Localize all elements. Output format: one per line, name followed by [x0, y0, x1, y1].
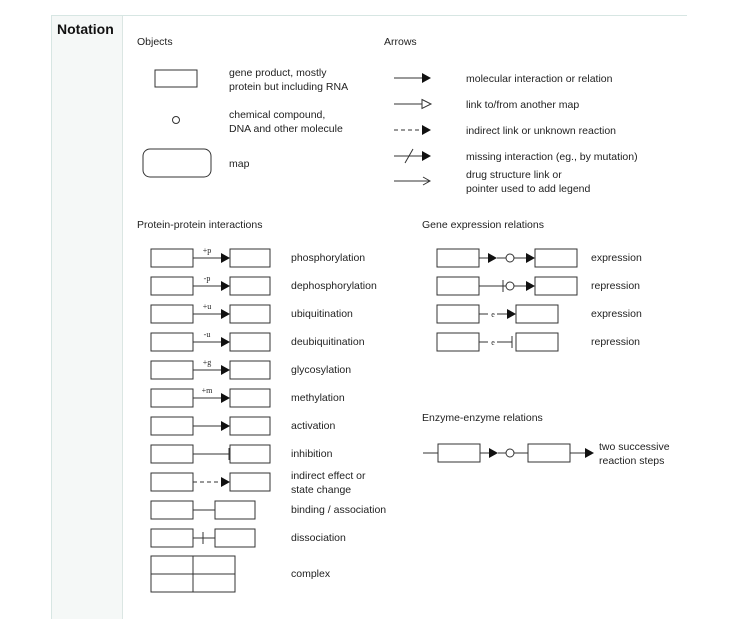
ppi-rows: [151, 249, 270, 592]
tag-5: +m: [201, 386, 213, 395]
tag-4: +g: [202, 358, 212, 367]
ppi-label-complex: complex: [291, 568, 331, 580]
modification-tags: [202, 246, 496, 395]
gene-label-expression-indirect: expression: [591, 308, 642, 320]
open-arrow-icon: [394, 100, 431, 109]
ppi-label-binding: binding / association: [291, 504, 387, 516]
arrow-label-drug: drug structure link or pointer used to add legend: [466, 169, 591, 195]
ppi-label-indirect-effect: indirect effect or state change: [291, 470, 366, 496]
ppi-row-indirect-effect-or: [151, 473, 270, 491]
ppi-row-dissociation: [151, 529, 255, 547]
arrow-label-missing: missing interaction (eg., by mutation): [466, 151, 638, 163]
objects-heading: Objects: [137, 36, 173, 48]
ppi-label-glycosylation: glycosylation: [291, 364, 352, 376]
arrow-label-link: link to/from another map: [466, 99, 580, 111]
line-arrow-icon: [394, 177, 430, 185]
tag-2: +u: [202, 302, 212, 311]
crossed-arrow-icon: [394, 149, 431, 163]
gene-row-2: [437, 305, 558, 323]
notation-title: Notation: [57, 21, 114, 37]
ppi-row-dephosphorylation: [151, 277, 270, 295]
ppi-label-deubiquitination: deubiquitination: [291, 336, 365, 348]
gene-tag-2: e: [491, 310, 495, 319]
object-label-compound: chemical compound, DNA and other molecule: [229, 109, 343, 135]
ppi-row-activation: [151, 417, 270, 435]
ppi-row-inhibition: [151, 445, 270, 463]
enzyme-label-two-steps: two successive reaction steps: [599, 441, 670, 467]
ppi-row-deubiquitination: [151, 333, 270, 351]
gene-expression-heading: Gene expression relations: [422, 219, 544, 231]
enzyme-enzyme-diagram: [423, 444, 594, 462]
gene-row-3: [437, 333, 558, 351]
tag-3: -u: [203, 330, 211, 339]
gene-label-repression: repression: [591, 280, 641, 292]
ppi-label-dephosphorylation: dephosphorylation: [291, 280, 377, 292]
ppi-label-phosphorylation: phosphorylation: [291, 252, 366, 264]
object-label-map: map: [229, 158, 250, 170]
object-label-gene-product: gene product, mostly protein but including RNA: [229, 67, 349, 93]
ppi-label-inhibition: inhibition: [291, 448, 333, 460]
solid-arrow-icon: [394, 73, 431, 83]
arrows-heading: Arrows: [384, 36, 417, 48]
ppi-label-dissociation: dissociation: [291, 532, 346, 544]
dashed-arrow-icon: [394, 125, 431, 135]
enzyme-heading: Enzyme-enzyme relations: [422, 412, 543, 424]
arrow-label-molecular: molecular interaction or relation: [466, 73, 613, 85]
ppi-label-activation: activation: [291, 420, 336, 432]
ppi-row-complex: [151, 556, 235, 592]
gene-row-1: [437, 277, 577, 295]
gene-row-0: [437, 249, 577, 267]
ppi-row-binding-association: [151, 501, 255, 519]
gene-label-repression-indirect: repression: [591, 336, 641, 348]
gene-label-expression: expression: [591, 252, 642, 264]
tag-1: -p: [203, 274, 211, 283]
ppi-heading: Protein-protein interactions: [137, 219, 263, 231]
gene-product-shape: [155, 70, 197, 87]
map-shape: [143, 149, 211, 177]
arrow-label-indirect: indirect link or unknown reaction: [466, 125, 616, 137]
gene-tag-3: e: [491, 338, 495, 347]
ppi-label-methylation: methylation: [291, 392, 345, 404]
tag-0: +p: [202, 246, 212, 255]
compound-shape: [173, 117, 180, 124]
ppi-label-ubiquitination: ubiquitination: [291, 308, 353, 320]
gene-expression-rows: [437, 249, 577, 351]
